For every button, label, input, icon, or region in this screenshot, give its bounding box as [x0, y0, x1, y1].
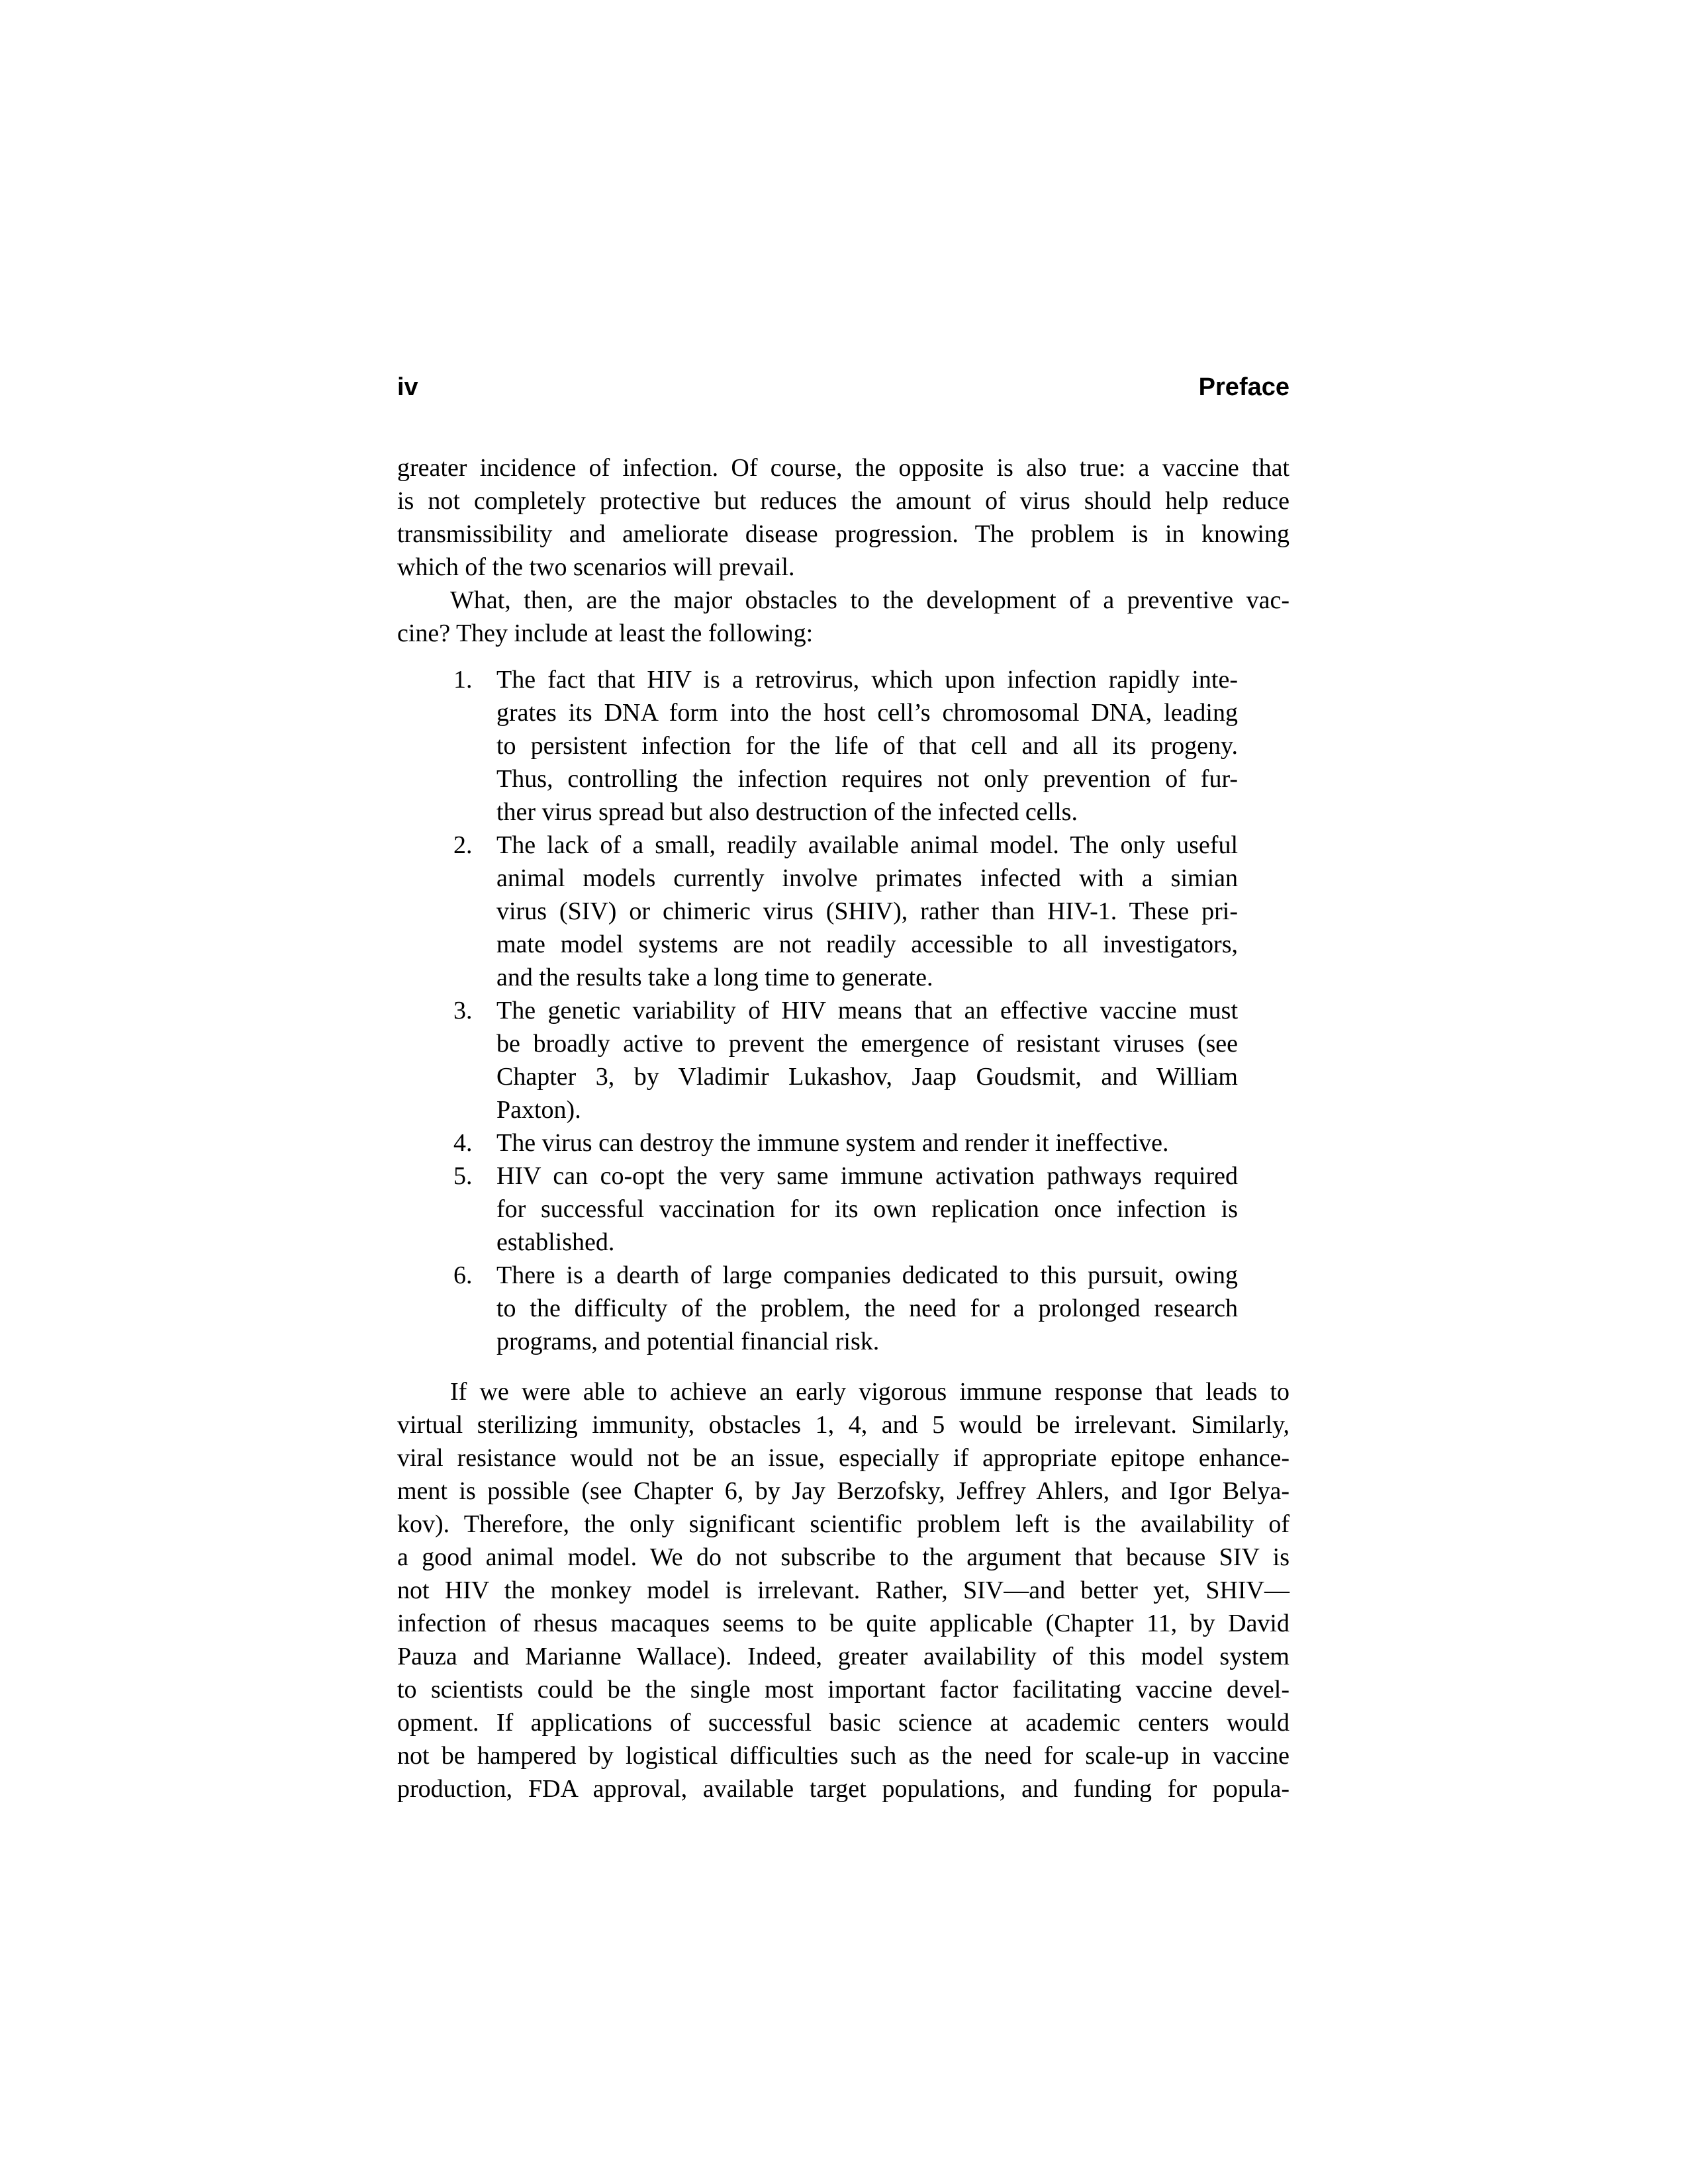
paragraph	[397, 451, 1289, 584]
text-line: infection of rhesus macaques seems to be quite applicable (Chapter 11, by David	[397, 1610, 1289, 1637]
text-line: Thus, controlling the infection requires not only prevention of fur-	[496, 765, 1238, 793]
text-line: opment. If applications of successful basic science at academic centers would	[397, 1709, 1289, 1737]
text-line: grates its DNA form into the host cell’s chromosomal DNA, leading	[496, 699, 1238, 727]
running-title: Preface	[1198, 373, 1289, 401]
list-item	[453, 663, 1238, 829]
running-head	[397, 371, 1289, 404]
text-line: be broadly active to prevent the emergence of resistant viruses (see	[496, 1030, 1238, 1058]
text-line: The genetic variability of HIV means that an effective vaccine must	[496, 997, 1238, 1024]
text-line: cine? They include at least the following:	[397, 619, 814, 647]
text-line: programs, and potential financial risk.	[496, 1328, 880, 1355]
list-item	[453, 994, 1238, 1126]
text-line: a good animal model. We do not subscribe to the argument that because SIV is	[397, 1543, 1289, 1571]
text-line: established.	[496, 1228, 615, 1256]
text-line: kov). Therefore, the only significant scientific problem left is the availability of	[397, 1510, 1289, 1538]
item-number: 1.	[453, 666, 473, 694]
list-item	[453, 1160, 1238, 1259]
paragraph	[397, 584, 1289, 650]
text-line: The virus can destroy the immune system and render it ineffective.	[496, 1129, 1169, 1157]
text-line: Chapter 3, by Vladimir Lukashov, Jaap Goudsmit, and William	[496, 1063, 1238, 1091]
paragraph	[397, 1375, 1289, 1805]
item-number: 3.	[453, 997, 473, 1024]
text-line: There is a dearth of large companies dedicated to this pursuit, owing	[496, 1261, 1238, 1289]
text-line: greater incidence of infection. Of course, the opposite is also true: a vaccine that	[397, 454, 1289, 482]
text-line: production, FDA approval, available target populations, and funding for popula-	[397, 1775, 1289, 1803]
text-line: which of the two scenarios will prevail.	[397, 553, 795, 581]
text-line: Paxton).	[496, 1096, 581, 1124]
text-line: animal models currently involve primates infected with a simian	[496, 864, 1238, 892]
text-line: The lack of a small, readily available animal model. The only useful	[496, 831, 1238, 859]
text-line: and the results take a long time to generate.	[496, 964, 933, 991]
text-line: virtual sterilizing immunity, obstacles 1, 4, and 5 would be irrelevant. Similarly,	[397, 1411, 1289, 1439]
text-line: If we were able to achieve an early vigorous immune response that leads to	[450, 1378, 1289, 1406]
item-number: 5.	[453, 1162, 473, 1190]
text-line: Pauza and Marianne Wallace). Indeed, greater availability of this model system	[397, 1643, 1289, 1670]
text-line: viral resistance would not be an issue, especially if appropriate epitope enhance-	[397, 1444, 1289, 1472]
text-line: to persistent infection for the life of that cell and all its progeny.	[496, 732, 1238, 760]
page-content	[397, 451, 1289, 1805]
list-item	[453, 1126, 1238, 1160]
list-item	[453, 1259, 1238, 1358]
text-line: ment is possible (see Chapter 6, by Jay Berzofsky, Jeffrey Ahlers, and Igor Belya-	[397, 1477, 1289, 1505]
text-line: ther virus spread but also destruction of the infected cells.	[496, 798, 1078, 826]
page-number: iv	[397, 373, 418, 401]
text-line: mate model systems are not readily accessible to all investigators,	[496, 931, 1238, 958]
list-item	[453, 829, 1238, 994]
text-line: to the difficulty of the problem, the need for a prolonged research	[496, 1295, 1238, 1322]
text-line: to scientists could be the single most important factor facilitating vaccine devel-	[397, 1676, 1289, 1704]
text-line: HIV can co-opt the very same immune activation pathways required	[496, 1162, 1238, 1190]
item-number: 6.	[453, 1261, 473, 1289]
text-line: is not completely protective but reduces the amount of virus should help reduce	[397, 487, 1289, 515]
text-line: transmissibility and ameliorate disease progression. The problem is in knowing	[397, 520, 1289, 548]
text-line: The fact that HIV is a retrovirus, which upon infection rapidly inte-	[496, 666, 1238, 694]
numbered-list	[397, 663, 1289, 1358]
text-line: not be hampered by logistical difficulties such as the need for scale-up in vaccine	[397, 1742, 1289, 1770]
item-number: 2.	[453, 831, 473, 859]
item-number: 4.	[453, 1129, 473, 1157]
text-line: virus (SIV) or chimeric virus (SHIV), rather than HIV-1. These pri-	[496, 897, 1238, 925]
text-line: for successful vaccination for its own replication once infection is	[496, 1195, 1238, 1223]
text-line: What, then, are the major obstacles to the development of a preventive vac-	[450, 586, 1289, 614]
text-line: not HIV the monkey model is irrelevant. Rather, SIV—and better yet, SHIV—	[397, 1576, 1289, 1604]
